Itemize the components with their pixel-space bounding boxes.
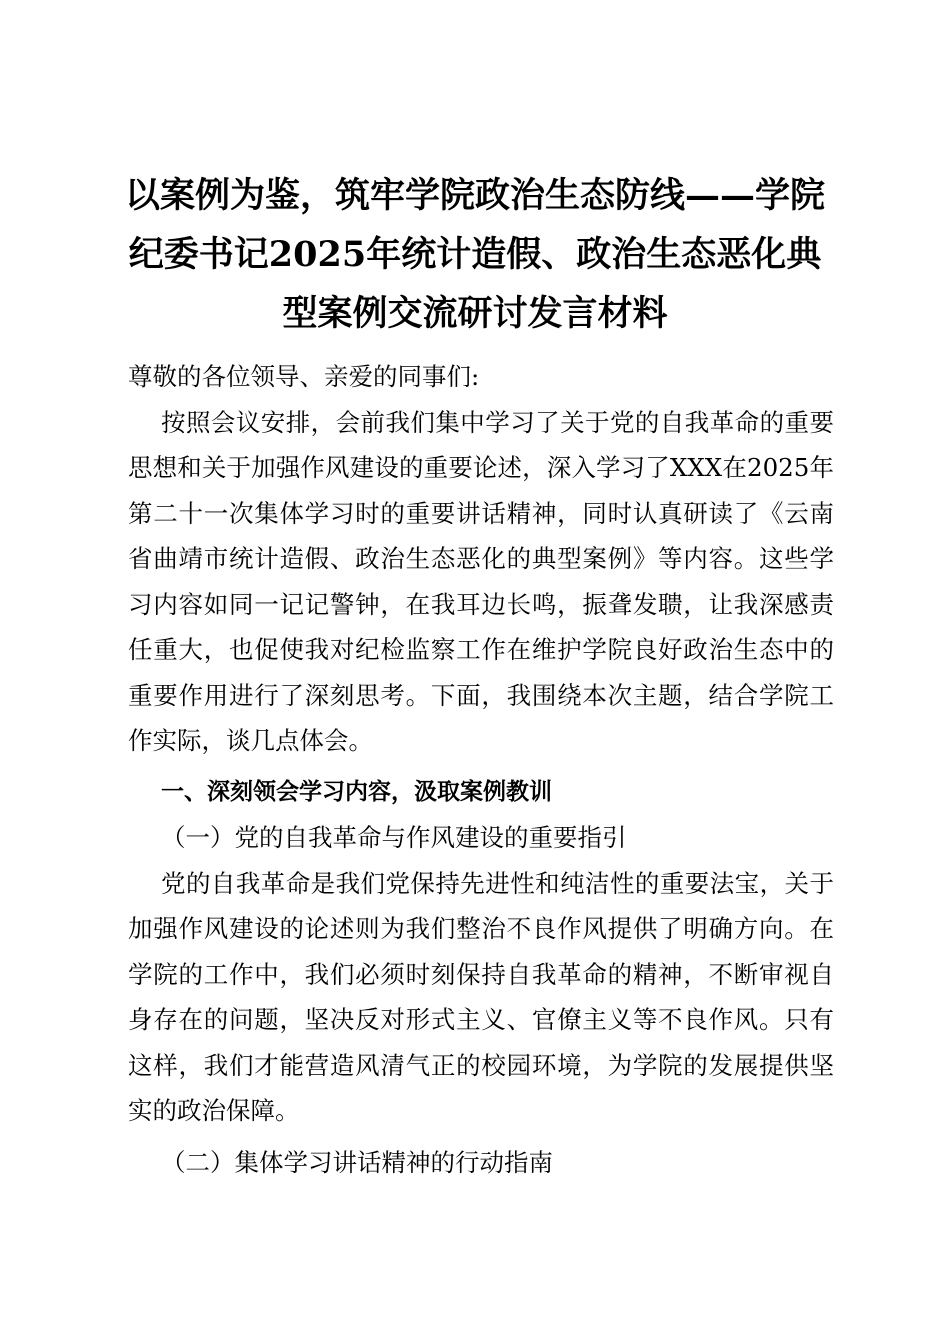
intro-paragraph: 按照会议安排，会前我们集中学习了关于党的自我革命的重要思想和关于加强作风建设的重要论述，深入学习了XXX在2025年第二十一次集体学习时的重要讲话精神，同时认真研读了《云南省曲靖市统计造假、政治生态恶化的典型案例》等内容。这些学习内容如同一记记警钟，在我耳边长鸣，振聋发聩，让我深感责任重大，也促使我对纪检监察工作在维护学院良好政治生态中的重要作用进行了深刻思考。下面，我围绕本次主题，结合学院工作实际，谈几点体会。 — [128, 407, 834, 755]
subsection-1-body: 党的自我革命是我们党保持先进性和纯洁性的重要法宝，关于加强作风建设的论述则为我们整治不良作风提供了明确方向。在学院的工作中，我们必须时刻保持自我革命的精神，不断审视自身存在的问题，坚决反对形式主义、官僚主义等不良作风。只有这样，我们才能营造风清气正的校园环境，为学院的发展提供坚实的政治保障。 — [128, 868, 834, 1125]
document-title: 以案例为鉴，筑牢学院政治生态防线——学院纪委书记2025年统计造假、政治生态恶化典型案例交流研讨发言材料 — [124, 175, 825, 334]
subsection-1-heading: （一）党的自我革命与作风建设的重要指引 — [161, 823, 627, 852]
section-1-heading: 一、深刻领会学习内容，汲取案例教训 — [161, 778, 552, 805]
subsection-2-heading: （二）集体学习讲话精神的行动指南 — [161, 1147, 553, 1177]
document-body — [128, 354, 834, 1185]
salutation: 尊敬的各位领导、亲爱的同事们: — [128, 362, 480, 391]
